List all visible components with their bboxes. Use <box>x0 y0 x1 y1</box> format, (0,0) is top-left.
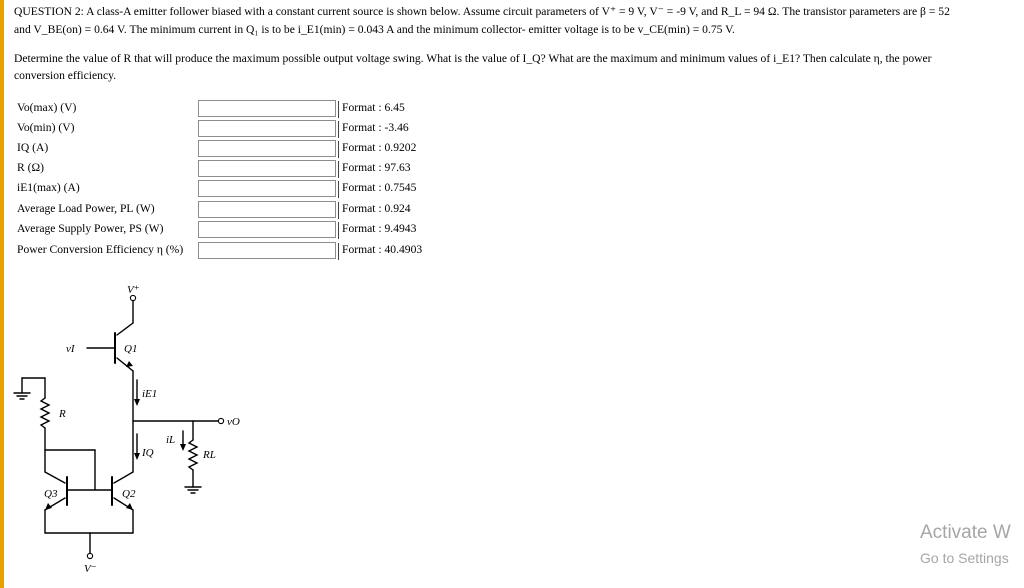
question-line-1: QUESTION 2: A class-A emitter follower biased with a constant current source is shown below. Assume circuit parameters of V⁺ = 9 V, V⁻ = -9 V, and R_L = 94 Ω. The transistor parameters are β = 52 <box>14 5 950 18</box>
answer-row-vo-min <box>17 119 517 139</box>
q1-label: Q1 <box>124 343 138 355</box>
load-power-input[interactable] <box>198 201 336 218</box>
instructions-line-1: Determine the value of R that will produce the maximum possible output voltage swing. What is the value of I_Q? What are the maximum and minimum values of i_E1? Then calculate η, the power <box>14 52 932 65</box>
answer-row-supply-power <box>17 220 517 240</box>
r-resistor <box>41 398 49 428</box>
ie1-max-input[interactable] <box>198 180 336 197</box>
format-hint: Format : 9.4943 <box>338 222 416 239</box>
answer-label: R (Ω) <box>17 161 44 174</box>
iq-arrowhead <box>134 453 140 460</box>
answer-row-vo-max <box>17 99 517 119</box>
answer-label: Power Conversion Efficiency η (%) <box>17 243 184 256</box>
answer-label: Vo(max) (V) <box>17 101 77 114</box>
vo-terminal <box>218 418 223 423</box>
watermark-subtitle: Go to Settings <box>920 550 1009 566</box>
vplus-label: V⁺ <box>127 284 140 296</box>
answer-label: Average Load Power, PL (W) <box>17 202 155 215</box>
r-label: R <box>59 408 66 420</box>
r-input[interactable] <box>198 160 336 177</box>
answer-row-ie1-max <box>17 179 517 199</box>
vo-min-input[interactable] <box>198 120 336 137</box>
iq-label: IQ <box>142 447 154 459</box>
q2-label: Q2 <box>122 488 136 500</box>
vminus-terminal <box>87 553 92 558</box>
answer-label: iE1(max) (A) <box>17 181 80 194</box>
format-hint: Format : 6.45 <box>338 101 405 118</box>
il-arrowhead <box>180 444 186 451</box>
question-line-2: and V_BE(on) = 0.64 V. The minimum current in Q₁ is to be i_E1(min) = 0.043 A and the minimum collector- emitter voltage is to be v_CE(min) = 0.75 V. <box>14 23 735 36</box>
question-text <box>14 3 1019 39</box>
answer-label: IQ (A) <box>17 141 49 154</box>
format-hint: Format : 0.7545 <box>338 181 416 198</box>
efficiency-input[interactable] <box>198 242 336 259</box>
format-hint: Format : 0.924 <box>338 202 411 219</box>
rl-resistor <box>189 440 197 470</box>
iq-input[interactable] <box>198 140 336 157</box>
answer-row-iq <box>17 139 517 159</box>
rl-label: RL <box>203 449 216 461</box>
answer-row-load-power <box>17 200 517 220</box>
vplus-terminal <box>130 295 135 300</box>
format-hint: Format : 0.9202 <box>338 141 416 158</box>
q2-collector-lead <box>114 472 133 483</box>
q1-emitter-arrowhead <box>126 361 133 367</box>
format-hint: Format : 40.4903 <box>338 243 422 260</box>
answer-row-r <box>17 159 517 179</box>
format-hint: Format : -3.46 <box>338 121 409 138</box>
circuit-diagram <box>0 276 300 588</box>
ie1-label: iE1 <box>142 388 158 400</box>
answer-label: Vo(min) (V) <box>17 121 75 134</box>
answer-label: Average Supply Power, PS (W) <box>17 222 164 235</box>
watermark-title: Activate W <box>920 522 1011 543</box>
q3-collector-lead <box>45 472 65 483</box>
format-hint: Format : 97.63 <box>338 161 411 178</box>
instructions-line-2: conversion efficiency. <box>14 69 117 82</box>
vo-max-input[interactable] <box>198 100 336 117</box>
ie1-arrowhead <box>134 399 140 406</box>
q3-label: Q3 <box>44 488 58 500</box>
vo-label: vO <box>227 416 240 428</box>
vminus-label: V⁻ <box>84 563 97 575</box>
q1-collector-lead <box>117 323 133 335</box>
instructions-text <box>14 50 1019 84</box>
supply-power-input[interactable] <box>198 221 336 238</box>
answer-row-efficiency <box>17 241 517 261</box>
activation-watermark <box>920 521 1011 568</box>
vi-label: vI <box>66 343 75 355</box>
il-label: iL <box>166 434 176 446</box>
